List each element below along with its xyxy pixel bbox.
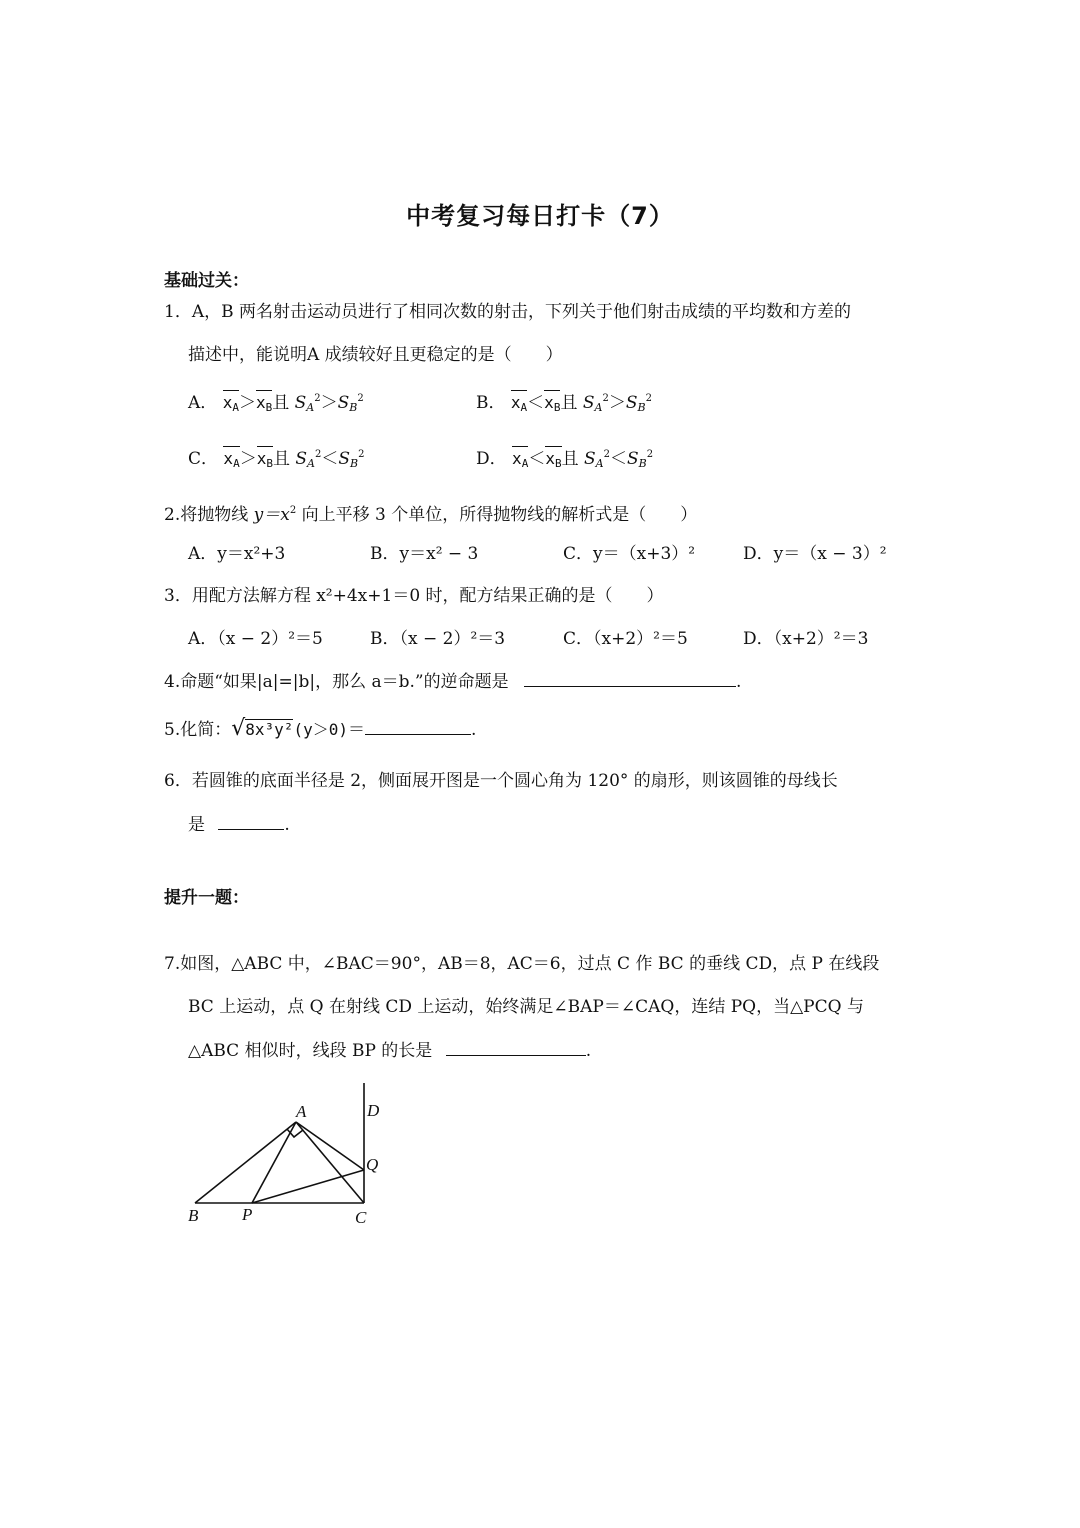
answer-blank[interactable] — [446, 1039, 586, 1056]
question-3-option-d[interactable]: D．（x+2）²＝3 — [743, 629, 869, 649]
question-3-option-b[interactable]: B．（x − 2）²＝3 — [370, 629, 506, 649]
segment-ab — [195, 1122, 296, 1203]
mean-xa: $x_A$ — [223, 390, 239, 419]
mean-xa: $x_A$ — [511, 390, 527, 419]
radicand: 8x³y² — [245, 720, 294, 739]
label-d: D — [367, 1101, 380, 1120]
question-3-option-c[interactable]: C．（x+2）²＝5 — [563, 629, 688, 649]
segment-pq — [252, 1170, 364, 1203]
geometry-figure — [180, 1078, 420, 1238]
question-2-option-b[interactable]: B．y＝x² − 3 — [370, 544, 479, 564]
option-label: C． — [188, 449, 219, 469]
mean-xb: $x_B$ — [545, 446, 561, 475]
label-q: Q — [366, 1155, 379, 1174]
answer-blank[interactable] — [218, 813, 284, 830]
question-1-option-c[interactable]: C． $x_A>x_B$且 $S_A^2<S_B^2$ — [188, 444, 364, 475]
question-2-option-c[interactable]: C．y＝（x+3）² — [563, 544, 696, 564]
question-1-line-1: 1．A，B 两名射击运动员进行了相同次数的射击，下列关于他们射击成绩的平均数和方差的 — [164, 302, 851, 322]
label-a: A — [296, 1102, 307, 1121]
question-3-stem: 3．用配方法解方程 x²+4x+1＝0 时，配方结果正确的是（ ） — [164, 586, 664, 606]
mean-xb: $x_B$ — [544, 390, 560, 419]
question-2-option-a[interactable]: A．y＝x²+3 — [188, 544, 286, 564]
option-label: D． — [476, 449, 507, 469]
section-heading-basic: 基础过关： — [164, 271, 249, 291]
question-1-option-a[interactable]: A． $x_A>x_B$且 $S_A^2>S_B^2$ — [188, 388, 364, 419]
label-c: C — [355, 1208, 367, 1227]
question-1-line-2: 描述中，能说明A 成绩较好且更稳定的是（ ） — [188, 345, 563, 365]
question-1-option-d[interactable]: D． $x_A<x_B$且 $S_A^2<S_B^2$ — [476, 444, 653, 475]
question-1-option-b[interactable]: B． $x_A<x_B$且 $S_A^2>S_B^2$ — [476, 388, 652, 419]
page-title: 中考复习每日打卡（7） — [406, 202, 674, 230]
option-label: A． — [188, 393, 218, 413]
question-7-line-1: 7.如图，△ABC 中，∠BAC＝90°，AB＝8，AC＝6，过点 C 作 BC 的垂线 CD，点 P 在线段 — [164, 954, 880, 974]
segment-ap — [252, 1122, 296, 1203]
mean-xb: $x_B$ — [256, 390, 272, 419]
question-4: 4.命题“如果|a|=|b|，那么 a＝b.”的逆命题是 . — [164, 672, 742, 692]
question-3-option-a[interactable]: A．（x − 2）²＝5 — [188, 629, 323, 649]
question-6-line-1: 6．若圆锥的底面半径是 2，侧面展开图是一个圆心角为 120° 的扇形，则该圆锥的母线长 — [164, 771, 838, 791]
label-p: P — [242, 1205, 253, 1224]
section-heading-advanced: 提升一题： — [164, 888, 249, 908]
question-6-line-2: 是 . — [188, 815, 290, 835]
sqrt-sign: √ — [231, 716, 246, 741]
label-b: B — [188, 1206, 199, 1225]
mean-xa: $x_A$ — [223, 446, 239, 475]
question-2-stem: 2.将抛物线 $y=x^2$ 向上平移 3 个单位，所得抛物线的解析式是（ ） — [164, 505, 698, 525]
question-7-line-2: BC 上运动，点 Q 在射线 CD 上运动，始终满足∠BAP＝∠CAQ，连结 PQ，当△PCQ 与 — [188, 997, 864, 1017]
question-2-option-d[interactable]: D．y＝（x − 3）² — [743, 544, 887, 564]
answer-blank[interactable] — [524, 670, 736, 687]
answer-blank[interactable] — [365, 718, 471, 735]
mean-xa: $x_A$ — [512, 446, 528, 475]
option-label: B． — [476, 393, 506, 413]
question-7-line-3: △ABC 相似时，线段 BP 的长是 . — [188, 1041, 592, 1061]
mean-xb: $x_B$ — [257, 446, 273, 475]
question-5: 5.化简：√8x³y²(y＞0)＝ . — [164, 716, 477, 741]
